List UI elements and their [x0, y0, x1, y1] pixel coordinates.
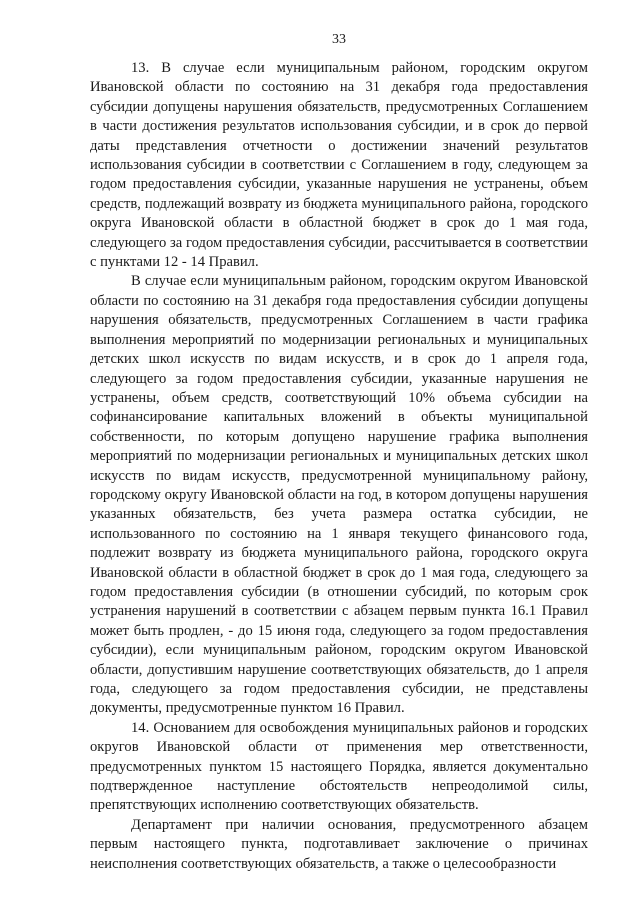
paragraph-13: 13. В случае если муниципальным районом, городским округом Ивановской области по состоянию на 31 декабря года предоставления субсидии допущены нарушения обязательств, предусмотренных Соглашением в части достижения результатов использования субсидии, и в срок до первой даты представления отчетности о достижении значений результатов использования субсидии в соответствии с Соглашением в году, следующем за годом предоставления субсидии, указанные нарушения не устранены, объем средств, подлежащий возврату из бюджета муниципального района, городского округа Ивановской области в областной бюджет в срок до 1 мая года, следующего за годом предоставления субсидии, рассчитывается в соответствии с пунктами 12 - 14 Правил. — [90, 60, 588, 271]
paragraph-14: 14. Основанием для освобождения муниципальных районов и городских округов Ивановской области от применения мер ответственности, предусмотренных пунктом 15 настоящего Порядка, является документально подтвержденное наступление обстоятельств непреодолимой силы, препятствующих исполнению соответствующих обязательств. — [90, 719, 588, 814]
document-body — [90, 59, 588, 874]
paragraph-department: Департамент при наличии основания, предусмотренного абзацем первым настоящего пункта, подготавливает заключение о причинах неисполнения соответствующих обязательств, а также о целесообразности — [90, 816, 588, 872]
paragraph-13-second: В случае если муниципальным районом, городским округом Ивановской области по состоянию на 31 декабря года предоставления субсидии допущены нарушения обязательств, предусмотренных Соглашением в части графика выполнения мероприятий по модернизации региональных и муниципальных детских школ искусств по видам искусств, и в срок до 1 апреля года, следующего за годом предоставления субсидии, указанные нарушения не устранены, объем средств, соответствующий 10% объема субсидии на софинансирование капитальных вложений в объекты муниципальной собственности, по которым допущено нарушение графика выполнения мероприятий по модернизации региональных и муниципальных детских школ искусств по видам искусств, предусмотренной муниципальному району, городскому округу Ивановской области на год, в котором допущены нарушения указанных обязательств, без учета размера остатка субсидии, не использованного по состоянию на 1 января текущего финансового года, подлежит возврату из бюджета муниципального района, городского округа Ивановской области в областной бюджет в срок до 1 мая года, следующего за годом предоставления субсидии (в отношении субсидий, по которым срок устранения нарушений в соответствии с абзацем первым пункта 16.1 Правил может быть продлен, - до 15 июня года, следующего за годом предоставления субсидии), если муниципальным районом, городским округом Ивановской области, допустившим нарушение соответствующих обязательств, до 1 апреля года, следующего за годом предоставления субсидии, не представлены документы, предусмотренные пунктом 16 Правил. — [90, 273, 588, 717]
page-number: 33 — [332, 32, 346, 47]
